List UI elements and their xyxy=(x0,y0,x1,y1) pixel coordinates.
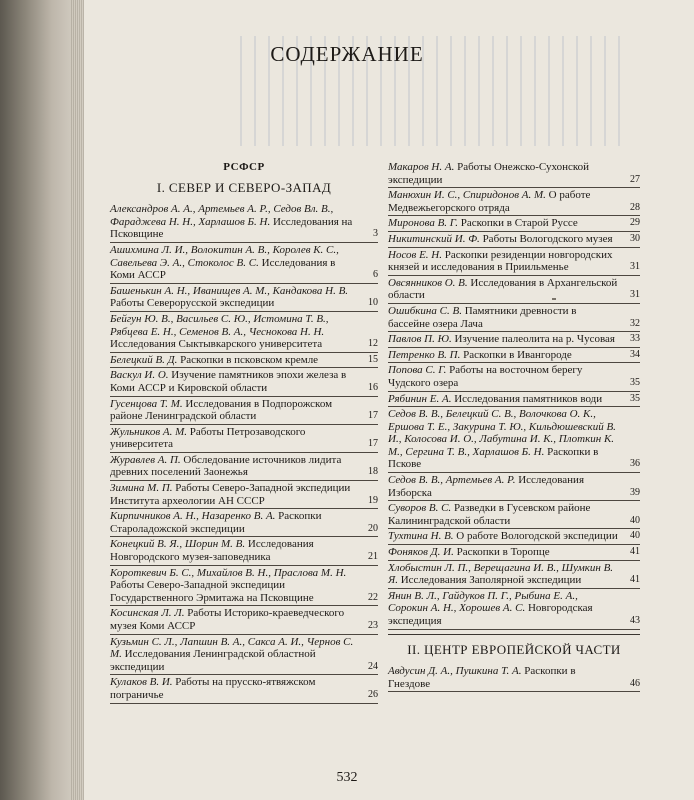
toc-entry-title: Работы Северо-Западной экспедиции Государственного Эрмитажа на Псковщине xyxy=(110,579,314,604)
toc-entry xyxy=(388,332,640,348)
toc-entry-authors: Косинская Л. Л. xyxy=(110,607,185,620)
toc-list-left xyxy=(110,202,378,703)
toc-entry-authors: Седов В. В., Белецкий С. В., Волочкова О. К., Ершова Т. Е., Закурина Т. Ю., Кильдюшевский В. И., Колосова И. О., Лабутина И. К., Плоткин К. М., Сергина Т. В., Харлашов Б. Н. xyxy=(388,408,616,458)
toc-entry xyxy=(110,397,378,425)
toc-entry-authors: Жульников А. М. xyxy=(110,425,187,438)
region-heading: РСФСР xyxy=(223,161,265,173)
toc-entry xyxy=(110,537,378,565)
toc-entry-title: Исследования Сыктывкарского университета xyxy=(110,338,323,351)
toc-entry-authors: Макаров Н. А. xyxy=(388,161,455,173)
toc-entry-page: 19 xyxy=(368,494,378,506)
toc-entry xyxy=(388,276,640,304)
toc-entry-page: 24 xyxy=(368,660,378,672)
toc-entry-title: Исследования памятников води xyxy=(451,392,603,405)
toc-entry-title: Исследования в Подпорожском районе Ленинградской области xyxy=(110,397,333,423)
toc-entry-page: 31 xyxy=(630,289,640,301)
toc-entry-title: О работе Вологодской экспедиции xyxy=(453,530,618,543)
toc-entry-title: Исследования в Архангельской области xyxy=(388,276,618,302)
toc-entry-authors: Башенькин А. Н., Иванищев А. М., Кандакова Н. В. xyxy=(110,284,349,297)
toc-entry xyxy=(110,368,378,396)
toc-entry-authors: Конецкий В. Я., Шорин М. В. xyxy=(110,538,246,551)
toc-entry-title: Работы Вологодского музея xyxy=(479,232,613,245)
toc-entry-page: 34 xyxy=(630,348,640,360)
toc-entry-authors: Манюхин И. С., Спиридонов А. М. xyxy=(388,189,546,202)
toc-column-right xyxy=(388,160,640,692)
toc-entry-title: Работы Северо-Западной экспедиции Института археологии АН СССР xyxy=(110,482,351,507)
toc-list-right xyxy=(388,160,640,630)
toc-entry-authors: Кулаков В. И. xyxy=(110,676,173,689)
toc-entry-authors: Гусенцова Т. М. xyxy=(110,397,183,410)
toc-entry-page: 43 xyxy=(630,615,640,626)
toc-entry-authors: Журавлев А. П. xyxy=(110,453,181,466)
toc-entry-authors: Петренко В. П. xyxy=(388,348,461,361)
toc-entry xyxy=(388,473,640,501)
toc-entry-authors: Седов В. В., Артемьев А. Р. xyxy=(388,474,516,487)
toc-entry-title: Исследования Заполярной экспедиции xyxy=(397,574,582,587)
toc-entry-page: 36 xyxy=(630,458,640,470)
toc-entry-authors: Ашихмина Л. И., Волокитин А. В., Королев К. С., Савельева Э. А., Стоколос В. С. xyxy=(110,243,339,269)
toc-entry xyxy=(388,561,640,589)
toc-entry-authors: Зимина М. П. xyxy=(110,482,173,495)
toc-entry-page: 17 xyxy=(368,438,378,450)
toc-entry-authors: Ошибкина С. В. xyxy=(388,304,462,317)
page-title: СОДЕРЖАНИЕ xyxy=(270,42,424,67)
toc-entry-title: Раскопки в Торопце xyxy=(453,546,550,559)
toc-entry-page: 33 xyxy=(630,333,640,345)
toc-entry-title: Исследования Изборска xyxy=(388,474,584,499)
toc-entry xyxy=(110,353,378,369)
toc-entry-authors: Авдусин Д. А., Пушкина Т. А. xyxy=(388,665,522,678)
toc-entry-title: Исследования в Коми АССР xyxy=(110,256,336,282)
section-heading-north-northwest: I. СЕВЕР И СЕВЕРО-ЗАПАД xyxy=(156,179,332,195)
toc-entry-title: Работы Онежско-Сухонской экспедиции xyxy=(388,161,590,186)
toc-entry-page: 12 xyxy=(368,338,378,350)
toc-entry-authors: Кузьмин С. Л., Лапшин В. А., Сакса А. И., Чернов С. М. xyxy=(110,635,354,661)
toc-entry-authors: Павлов П. Ю. xyxy=(388,333,452,346)
toc-entry-authors: Миронова В. Г. xyxy=(388,217,458,230)
toc-entry-title: Изучение памятников эпохи железа в Коми АССР и Кировской области xyxy=(110,369,347,394)
toc-entry-page: 22 xyxy=(368,591,378,603)
toc-entry-page: 41 xyxy=(630,574,640,586)
toc-entry-title: Работы Историко-краеведческого музея Коми АССР xyxy=(110,607,345,632)
toc-entry-page: 41 xyxy=(630,546,640,558)
toc-entry-page: 15 xyxy=(368,353,378,365)
toc-entry-title: Исследования Ленинградской областной экспедиции xyxy=(110,648,316,673)
toc-entry xyxy=(388,501,640,529)
toc-entry-page: 18 xyxy=(368,466,378,478)
toc-entry-page: 21 xyxy=(368,551,378,563)
toc-entry xyxy=(388,160,640,188)
toc-entry-authors: Белецкий В. Д. xyxy=(110,353,178,366)
toc-entry xyxy=(110,481,378,509)
toc-entry-page: 10 xyxy=(368,297,378,309)
toc-entry xyxy=(388,216,640,232)
toc-entry-authors: Короткевич Б. С., Михайлов В. Н., Праслова М. Н. xyxy=(110,566,347,579)
toc-entry-page: 35 xyxy=(630,376,640,388)
toc-entry-authors: Бейгун Ю. В., Васильев С. Ю., Истомина Т. В., Рябцева Е. Н., Семенов В. А., Чеснокова Н. Н. xyxy=(110,312,329,338)
toc-entry xyxy=(110,566,378,607)
toc-entry xyxy=(388,248,640,276)
toc-entry xyxy=(110,509,378,537)
toc-entry xyxy=(388,545,640,561)
toc-entry-title: Обследование источников лидита древних поселений Заонежья xyxy=(110,453,342,479)
toc-entry xyxy=(388,348,640,364)
toc-column-left xyxy=(110,160,378,704)
toc-entry-page: 3 xyxy=(373,228,378,240)
section-heading-center: II. ЦЕНТР ЕВРОПЕЙСКОЙ ЧАСТИ xyxy=(388,634,640,657)
toc-entry-title: Раскопки в Пскове xyxy=(388,445,599,471)
toc-entry-title: Раскопки в Старой Руссе xyxy=(457,217,578,230)
toc-entry xyxy=(110,453,378,481)
toc-entry-title: Раскопки в Ивангороде xyxy=(460,348,572,361)
toc-entry-authors: Попова С. Г. xyxy=(388,364,447,377)
toc-entry xyxy=(388,407,640,473)
toc-entry-authors: Суворов В. С. xyxy=(388,502,452,515)
toc-entry-authors: Александров А. А., Артемьев А. Р., Седов Вл. В., Фараджева Н. Н., Харлашов Б. Н. xyxy=(110,203,334,228)
toc-entry xyxy=(110,425,378,453)
toc-entry-page: 31 xyxy=(630,261,640,273)
toc-entry-title: Исследования на Псковщине xyxy=(110,215,353,241)
toc-entry xyxy=(388,589,640,630)
toc-entry-title: Раскопки в Гнездове xyxy=(388,665,576,690)
toc-entry-page: 40 xyxy=(630,514,640,526)
toc-entry-authors: Янин В. Л., Гайдуков П. Г., Рыбина Е. А., Сорокин А. Н., Хорошев А. С. xyxy=(388,589,578,615)
toc-entry-page: 17 xyxy=(368,410,378,422)
toc-entry-page: 27 xyxy=(630,173,640,185)
toc-entry-title: Новгородская экспедиция xyxy=(388,602,593,627)
toc-entry-title: Работы Северорусской экспедиции xyxy=(110,297,275,310)
page-number: 532 xyxy=(336,770,358,785)
toc-entry xyxy=(110,606,378,634)
toc-entry-page: 30 xyxy=(630,232,640,244)
toc-entry-page: 28 xyxy=(630,201,640,213)
toc-entry-title: Раскопки в псковском кремле xyxy=(177,353,319,366)
toc-entry-authors: Никитинский И. Ф. xyxy=(388,232,480,245)
print-speck xyxy=(552,298,556,300)
toc-entry-page: 32 xyxy=(630,317,640,329)
toc-entry xyxy=(388,363,640,391)
toc-entry-title: Работы Петрозаводского университета xyxy=(110,425,306,451)
toc-entry-authors: Кирпичников А. Н., Назаренко В. А. xyxy=(110,510,276,523)
toc-list-right-center xyxy=(388,664,640,692)
toc-entry xyxy=(110,243,378,284)
toc-entry-authors: Васкул И. О. xyxy=(110,369,169,382)
toc-entry-page: 40 xyxy=(630,530,640,542)
toc-entry-title: Работы на прусско-ятвяжском пограничье xyxy=(110,676,316,701)
toc-entry-authors: Носов Е. Н. xyxy=(388,248,442,261)
toc-entry xyxy=(110,202,378,243)
toc-entry xyxy=(110,635,378,676)
toc-entry-page: 20 xyxy=(368,522,378,534)
toc-entry xyxy=(388,304,640,332)
toc-entry-authors: Рябинин Е. А. xyxy=(388,392,452,405)
toc-entry-page: 35 xyxy=(630,392,640,404)
toc-entry-authors: Тухтина Н. В. xyxy=(388,530,454,543)
toc-entry-page: 46 xyxy=(630,677,640,689)
toc-entry-page: 6 xyxy=(373,269,378,281)
toc-entry-title: Раскопки резиденции новгородских князей и исследования в Приильменье xyxy=(388,248,613,274)
toc-entry-title: Работы на восточном берегу Чудского озера xyxy=(388,364,583,389)
toc-entry-page: 26 xyxy=(368,688,378,700)
toc-entry-page: 39 xyxy=(630,486,640,498)
toc-entry-title: О работе Медвежьегорского отряда xyxy=(388,189,591,214)
toc-entry-page: 23 xyxy=(368,620,378,631)
toc-entry-authors: Овсянников О. В. xyxy=(388,276,468,289)
toc-entry-page: 16 xyxy=(368,381,378,393)
toc-entry xyxy=(388,392,640,408)
toc-entry xyxy=(388,188,640,216)
toc-entry xyxy=(388,232,640,248)
toc-entry xyxy=(110,675,378,703)
toc-entry-authors: Фоняков Д. И. xyxy=(388,546,454,559)
toc-entry xyxy=(388,664,640,692)
toc-entry-title: Разведки в Гусевском районе Калининградской области xyxy=(388,502,591,527)
toc-entry-title: Изучение палеолита на р. Чусовая xyxy=(451,333,615,346)
toc-entry-title: Памятники древности в бассейне озера Лача xyxy=(388,304,577,330)
toc-entry xyxy=(388,529,640,545)
toc-entry-authors: Хлобыстин Л. П., Верещагина И. В., Шумкин В. Я. xyxy=(388,561,614,587)
toc-entry-title: Исследования Новгородского музея-заповедника xyxy=(110,538,314,564)
toc-entry xyxy=(110,284,378,312)
toc-entry-title: Раскопки Староладожской экспедиции xyxy=(110,510,322,535)
toc-entry-page: 29 xyxy=(630,217,640,229)
toc-entry xyxy=(110,312,378,353)
